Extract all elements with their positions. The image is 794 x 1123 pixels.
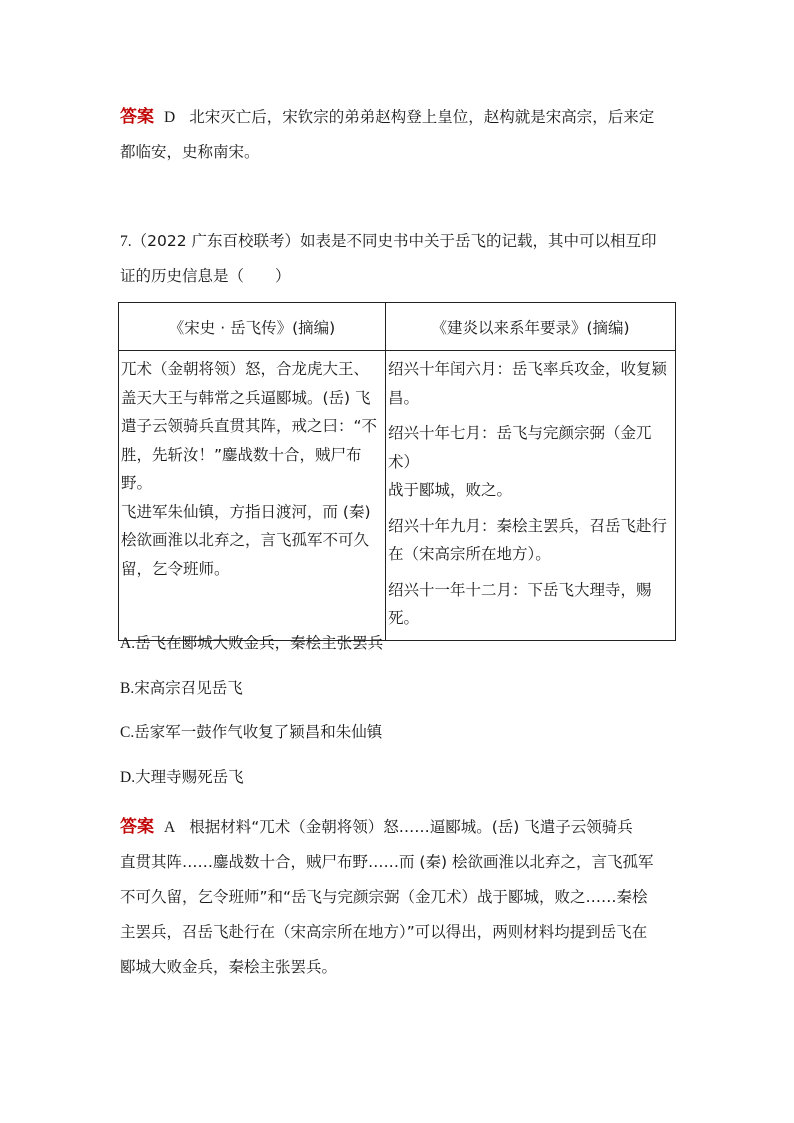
text-line: 在（宋高宗所在地方）。 [388, 545, 551, 563]
table-row [119, 351, 676, 641]
text-line: 盖天大王与韩常之兵逼郾城。(岳) 飞 [121, 388, 371, 407]
question-stem: （2022 广东百校联考）如表是不同史书中关于岳飞的记载，其中可以相互印 [131, 232, 657, 250]
table-header-cell: 《宋史 · 岳飞传》(摘编) [119, 303, 386, 351]
text-line: 兀术（金朝将领）怒，合龙虎大王、 [121, 360, 370, 378]
option-letter: C. [120, 724, 135, 741]
option-text: 大理寺赐死岳飞 [135, 767, 244, 786]
answer-line: 郾城大败金兵，秦桧主张罢兵。 [120, 958, 338, 976]
cell-content [119, 351, 385, 583]
text-line: 留，乞令班师。 [121, 559, 230, 578]
answer-block-6 [120, 100, 676, 170]
question-line [120, 224, 676, 259]
answer-option: A [164, 819, 176, 836]
question-number: 7. [120, 233, 132, 250]
question-7 [120, 224, 676, 293]
text-line: 绍兴十一年十二月：下岳飞大理寺，赐死。 [388, 580, 652, 627]
answer-line: 不可久留，乞令班师”和“岳飞与完颜宗弼（金兀术）战于郾城，败之……秦桧 [120, 888, 648, 906]
answer-text: 北宋灭亡后，宋钦宗的弟弟赵构登上皇位，赵构就是宋高宗，后来定 [189, 108, 655, 126]
answer-options [120, 628, 676, 806]
text-line: 遣子云领骑兵直贯其阵，戒之曰：“不 [121, 417, 378, 435]
option-letter: B. [120, 679, 135, 697]
answer-line: 直贯其阵……鏖战数十合，贼尸布野……而 (秦) 桧欲画淮以北弃之，言飞孤军 [120, 853, 654, 871]
answer-line: 都临安，史称南宋。 [120, 143, 260, 161]
record-entry [388, 419, 673, 505]
table-header-cell: 《建炎以来系年要录》(摘编) [386, 303, 676, 351]
option-text: 岳飞在郾城大败金兵，秦桧主张罢兵 [135, 634, 384, 652]
text-line: 战于郾城，败之。 [388, 481, 513, 499]
table-cell-songshi [119, 351, 386, 641]
answer-line: 主罢兵，召岳飞赴行在（宋高宗所在地方）”可以得出，两则材料均提到岳飞在 [120, 923, 648, 941]
answer-label: 答案 [120, 107, 154, 127]
answer-text: 根据材料“兀术（金朝将领）怒……逼郾城。(岳) 飞遣子云领骑兵 [189, 818, 633, 836]
answer-label: 答案 [120, 817, 154, 837]
text-line: 飞进军朱仙镇，方指日渡河，而 (秦) [121, 502, 371, 521]
answer-line [120, 810, 676, 845]
question-line: 证的历史信息是（ ） [120, 267, 291, 285]
cell-content [386, 351, 675, 633]
option-d [120, 762, 676, 807]
answer-option: D [164, 109, 176, 126]
record-entry [388, 512, 673, 569]
option-c [120, 717, 676, 762]
text-line: 昌。 [388, 388, 420, 407]
record-entry [388, 355, 673, 412]
text-line: 桧欲画淮以北弃之，言飞孤军不可久 [121, 531, 370, 549]
table-header-row [119, 303, 676, 351]
text-line: 绍兴十年七月：岳飞与完颜宗弼（金兀术） [388, 424, 652, 471]
text-line: 胜，先斩汝！”鏖战数十合，贼尸布野。 [121, 445, 362, 492]
answer-line [120, 100, 676, 135]
option-text: 岳家军一鼓作气收复了颍昌和朱仙镇 [134, 723, 383, 741]
table-cell-yaolu [386, 351, 676, 641]
record-entry [388, 576, 673, 633]
option-a [120, 628, 676, 673]
source-table [118, 302, 676, 641]
text-line: 绍兴十年九月：秦桧主罢兵，召岳飞赴行 [388, 516, 668, 535]
answer-block-7 [120, 810, 676, 985]
option-letter: D. [120, 768, 136, 786]
text-line: 绍兴十年闰六月：岳飞率兵攻金，收复颍 [388, 360, 668, 378]
option-letter: A. [120, 635, 136, 652]
option-b [120, 673, 676, 718]
option-text: 宋高宗召见岳飞 [134, 678, 243, 697]
